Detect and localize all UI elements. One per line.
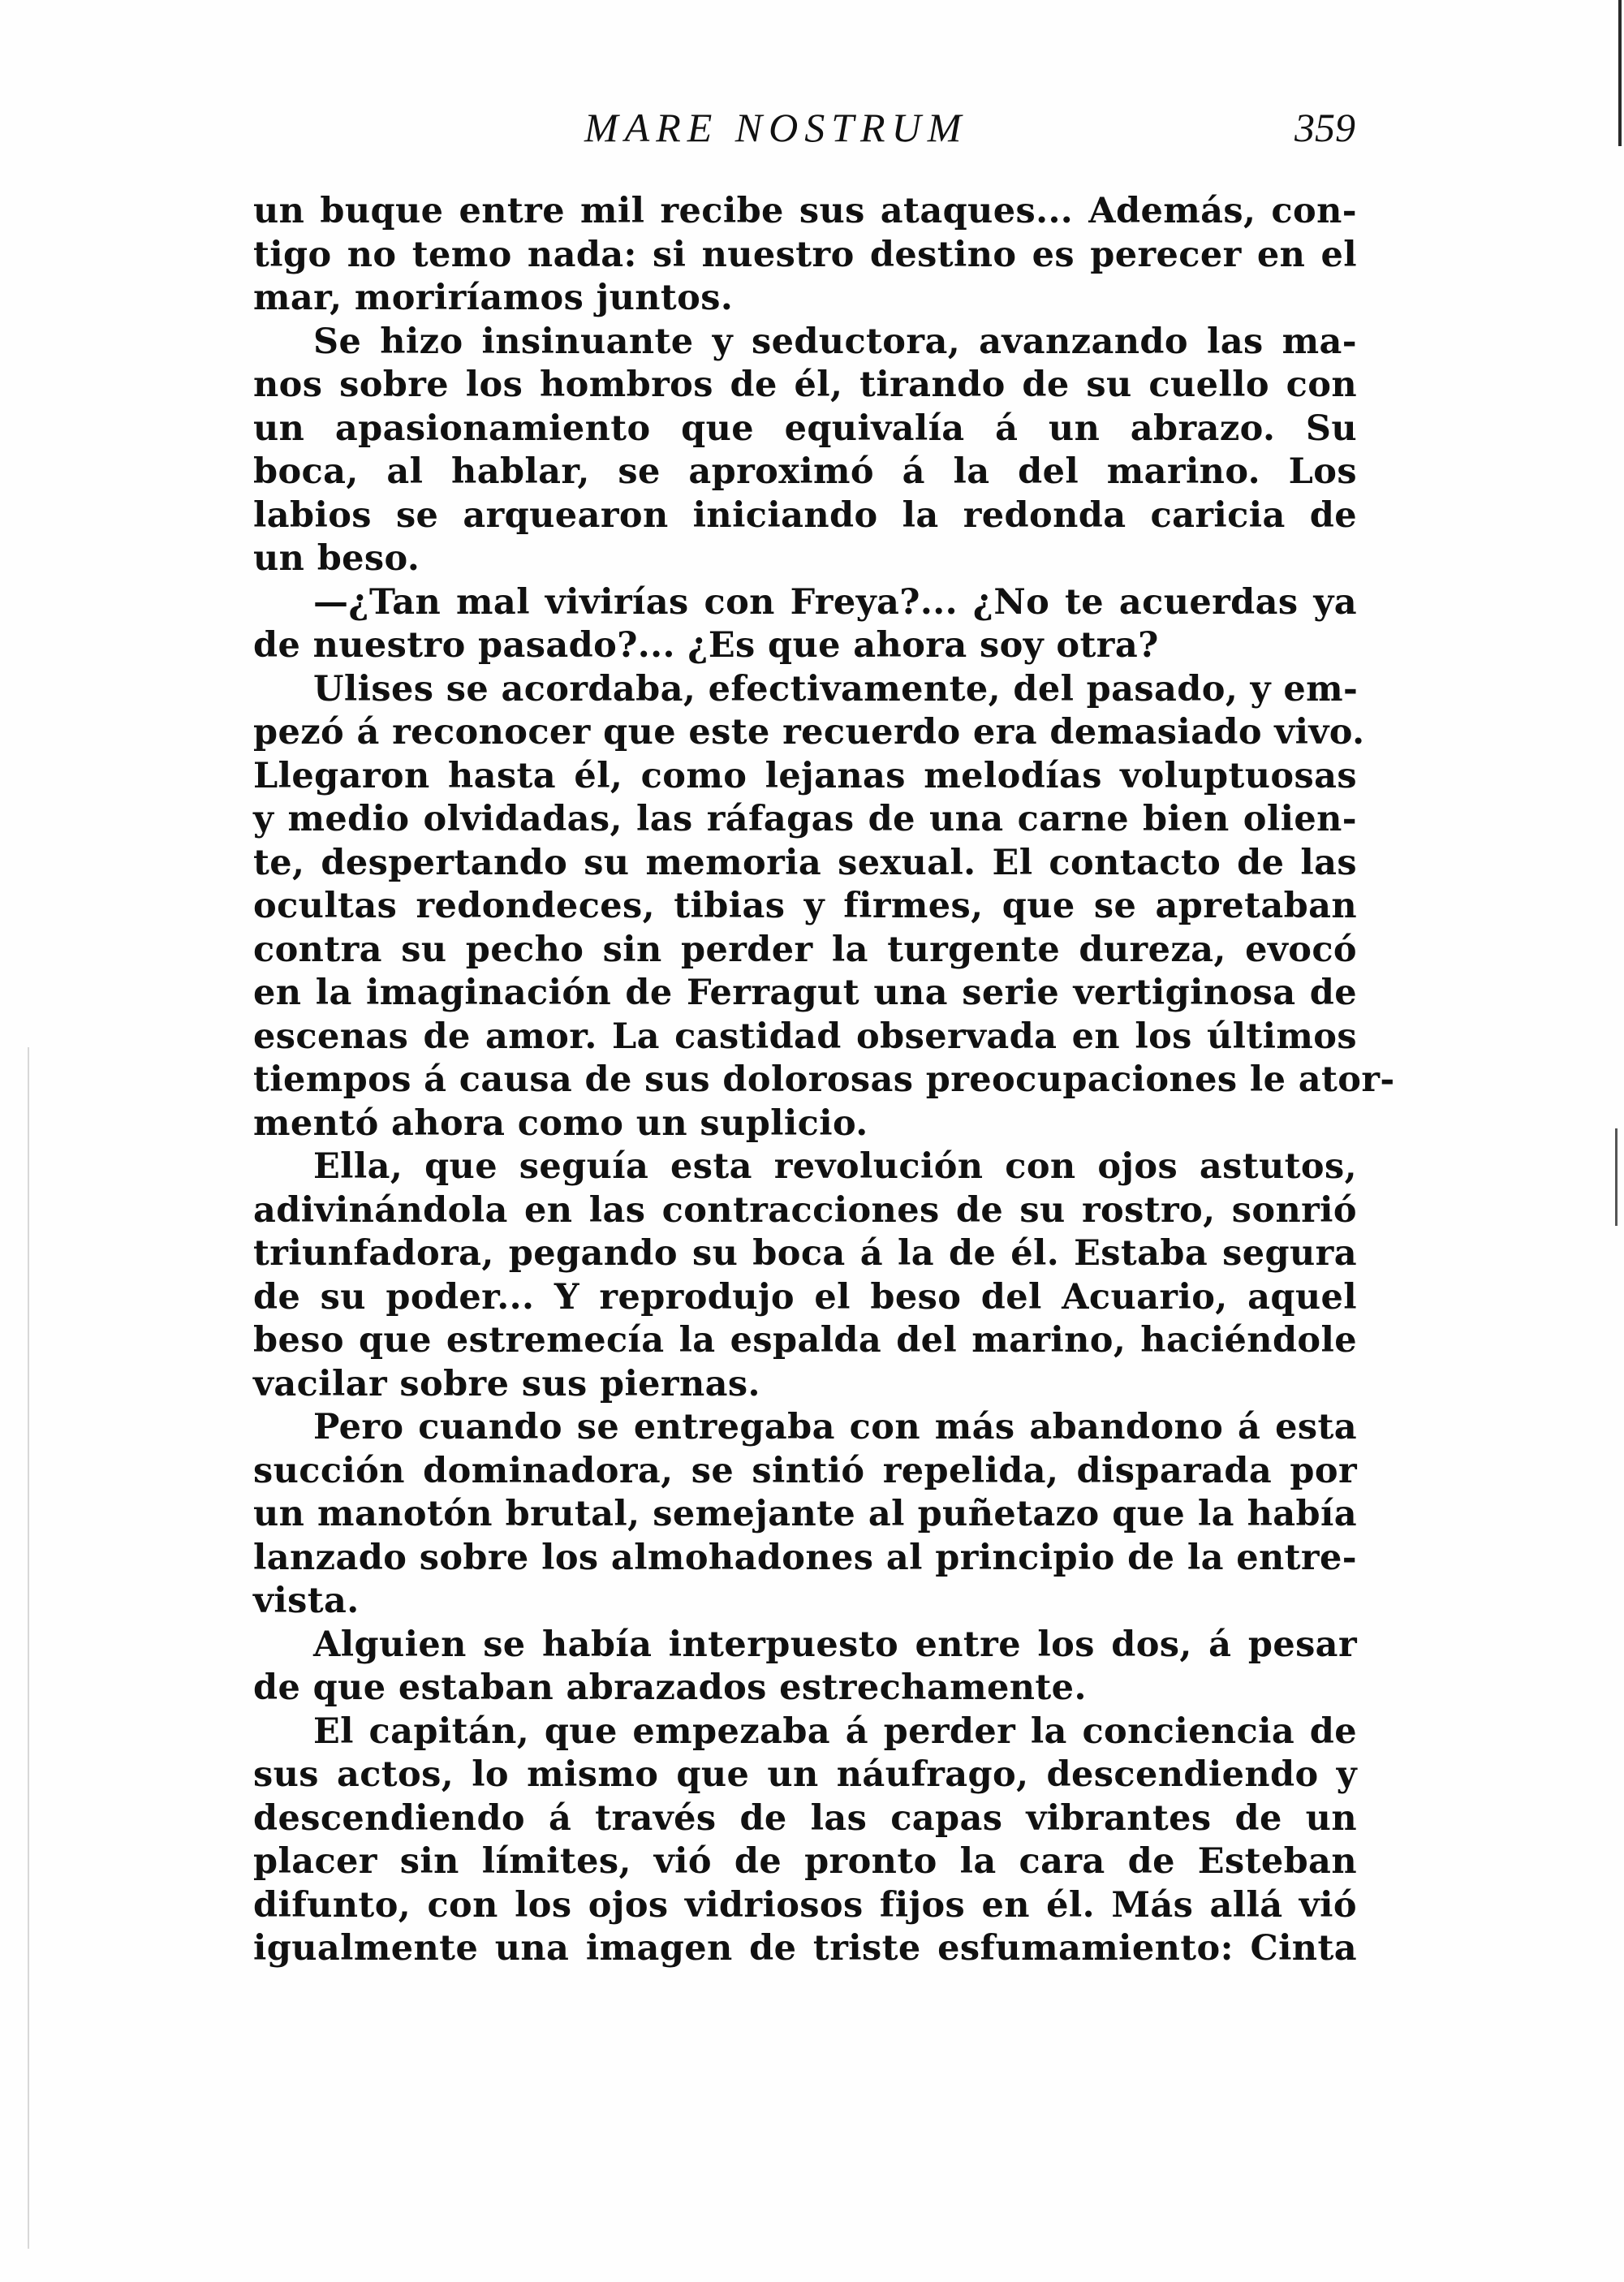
scan-edge-mark bbox=[1618, 0, 1622, 146]
text-line: mar, moriríamos juntos. bbox=[253, 278, 734, 318]
text-line: y medio olvidadas, las ráfagas de una carne bien olien- bbox=[253, 799, 1357, 839]
page-number: 359 bbox=[1294, 105, 1355, 150]
text-line: tiempos á causa de sus dolorosas preocupaciones le ator- bbox=[253, 1059, 1395, 1100]
text-line: triunfadora, pegando su boca á la de él. Estaba segura bbox=[253, 1233, 1357, 1274]
text-line: pezó á reconocer que este recuerdo era demasiado vivo. bbox=[253, 712, 1365, 753]
text-line: adivinándola en las contracciones de su rostro, sonrió bbox=[253, 1189, 1357, 1231]
text-line: El capitán, que empezaba á perder la conciencia de bbox=[313, 1710, 1357, 1752]
text-line: vacilar sobre sus piernas. bbox=[253, 1363, 760, 1404]
text-line: escenas de amor. La castidad observada en los últimos bbox=[253, 1016, 1357, 1057]
text-line: mentó ahora como un suplicio. bbox=[253, 1102, 868, 1144]
text-line: vista. bbox=[253, 1581, 360, 1621]
text-line: —¿Tan mal vivirías con Freya?... ¿No te acuerdas ya bbox=[313, 581, 1357, 623]
text-line: un beso. bbox=[253, 538, 420, 579]
text-line: Llegaron hasta él, como lejanas melodías voluptuosas bbox=[253, 755, 1357, 796]
body-text bbox=[253, 190, 1395, 1971]
text-line: un buque entre mil recibe sus ataques... Además, con- bbox=[253, 191, 1357, 231]
text-line: ocultas redondeces, tibias y firmes, que se apretaban bbox=[253, 886, 1357, 926]
text-line: tigo no temo nada: si nuestro destino es perecer en el bbox=[253, 234, 1357, 275]
text-line: descendiendo á través de las capas vibrantes de un bbox=[253, 1797, 1357, 1839]
text-line: sus actos, lo mismo que un náufrago, descendiendo y bbox=[253, 1754, 1357, 1795]
text-line: de nuestro pasado?... ¿Es que ahora soy otra? bbox=[253, 625, 1159, 666]
text-line: en la imaginación de Ferragut una serie vertiginosa de bbox=[253, 973, 1357, 1013]
text-line: un apasionamiento que equivalía á un abrazo. Su bbox=[253, 408, 1357, 449]
text-line: de que estaban abrazados estrechamente. bbox=[253, 1667, 1087, 1708]
running-head bbox=[252, 104, 1355, 153]
running-title: MARE NOSTRUM bbox=[584, 105, 968, 150]
text-line: igualmente una imagen de triste esfumamiento: Cinta bbox=[253, 1928, 1357, 1969]
text-line: de su poder... Y reprodujo el beso del Acuario, aquel bbox=[253, 1276, 1357, 1318]
text-line: labios se arquearon iniciando la redonda caricia de bbox=[253, 494, 1357, 536]
text-line: te, despertando su memoria sexual. El contacto de las bbox=[253, 842, 1357, 883]
text-line: un manotón brutal, semejante al puñetazo que la había bbox=[253, 1494, 1357, 1534]
page-edge-shadow bbox=[28, 1047, 29, 2249]
text-line: Pero cuando se entregaba con más abandono á esta bbox=[313, 1407, 1357, 1447]
text-line: succión dominadora, se sintió repelida, disparada por bbox=[253, 1450, 1357, 1491]
text-line: Se hizo insinuante y seductora, avanzando las ma- bbox=[313, 321, 1357, 362]
text-line: difunto, con los ojos vidriosos fijos en él. Más allá vió bbox=[253, 1884, 1357, 1926]
text-line: nos sobre los hombros de él, tirando de su cuello con bbox=[253, 365, 1357, 405]
text-line: beso que estremecía la espalda del marino, haciéndole bbox=[253, 1320, 1357, 1361]
scan-edge-mark bbox=[1615, 1128, 1618, 1226]
text-line: lanzado sobre los almohadones al principio de la entre- bbox=[253, 1537, 1357, 1578]
text-line: contra su pecho sin perder la turgente dureza, evocó bbox=[253, 929, 1357, 970]
text-line: Ulises se acordaba, efectivamente, del pasado, y em- bbox=[313, 668, 1359, 710]
text-line: Alguien se había interpuesto entre los dos, á pesar bbox=[313, 1624, 1357, 1665]
text-line: Ella, que seguía esta revolución con ojos astutos, bbox=[313, 1146, 1357, 1187]
text-line: boca, al hablar, se aproximó á la del marino. Los bbox=[253, 451, 1357, 492]
text-line: placer sin límites, vió de pronto la cara de Esteban bbox=[253, 1841, 1357, 1882]
